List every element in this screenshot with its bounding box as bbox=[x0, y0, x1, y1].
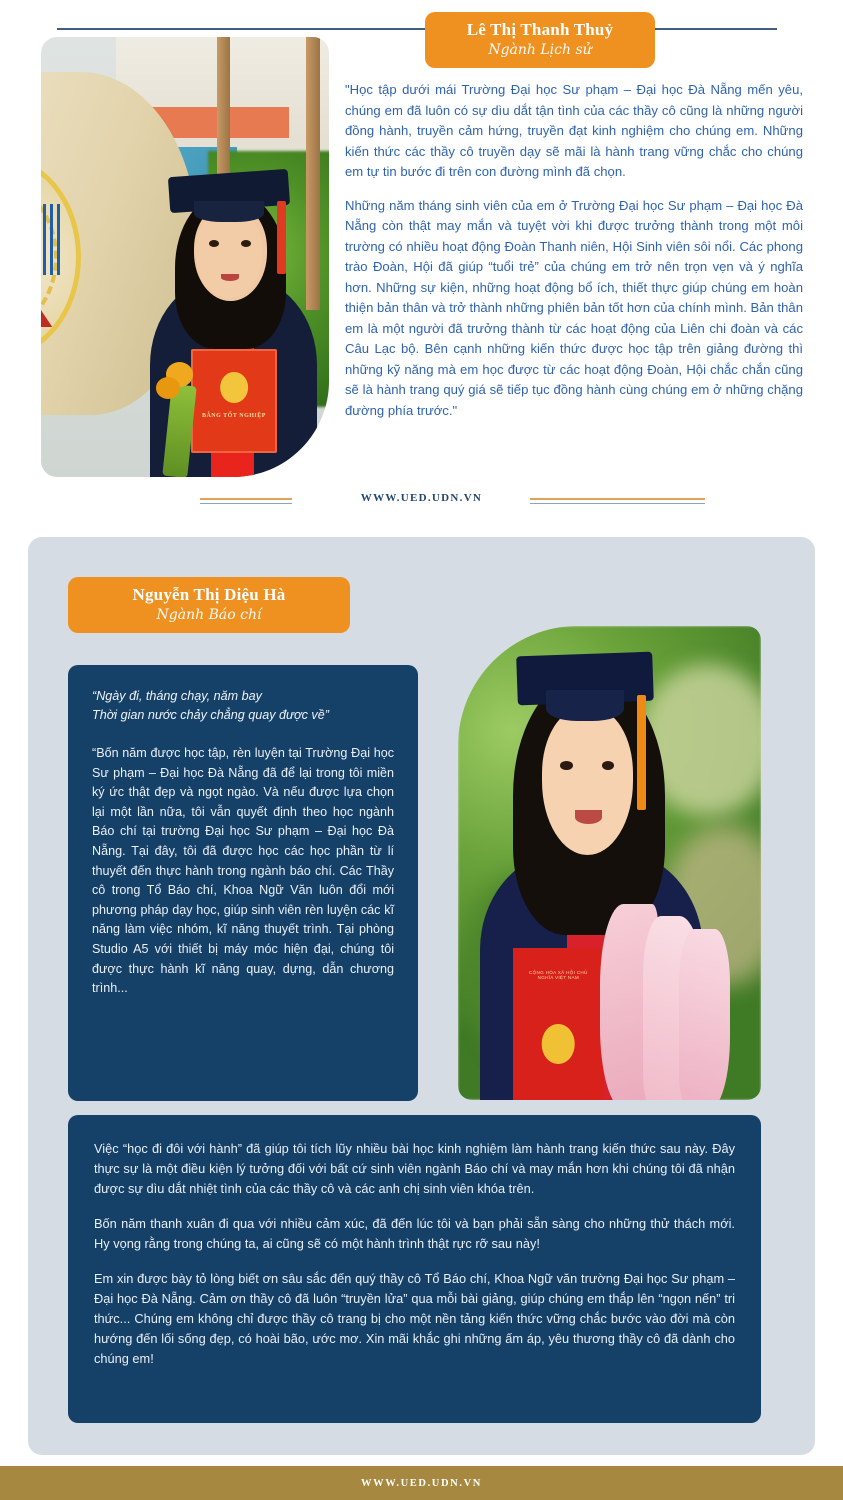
paragraph: "Học tập dưới mái Trường Đại học Sư phạm – Đại học Đà Nẵng mến yêu, chúng em đã luôn có sự dìu dắt tận tình của các thầy cô cũng là những người đồng hành, truyền cảm hứng, truyền đạt kinh nghiệm cho chúng em. Những kiến thức các thầy cô truyền dạy sẽ mãi là hành trang vững chắc cho chúng em tự tin bước đi trên con đường mình đã chọn. bbox=[345, 82, 803, 179]
poem-line-2: Thời gian nước chảy chẳng quay được về” bbox=[92, 708, 329, 722]
cap-base bbox=[546, 690, 624, 721]
sunflower-bouquet bbox=[154, 362, 214, 477]
diploma-label: BẰNG TỐT NGHIỆP bbox=[201, 413, 266, 420]
name-badge-one bbox=[425, 12, 655, 68]
paragraph: “Bốn năm được học tập, rèn luyện tại Trường Đại học Sư phạm – Đại học Đà Nẵng đã để lại trong tôi miền ký ức thật đẹp và ngọt ngào. Và nếu được lựa chọn lại một lần nữa, tôi vẫn quyết định theo học ngành Báo chí tại trường Đại học Sư phạm – Đại học Đà Nẵng. Tại đây, tôi đã được học các học phần từ lí thuyết đến thực hành trong ngành báo chí. Các Thầy cô trong Tổ Báo chí, Khoa Ngữ Văn luôn đổi mới phương pháp dạy học, giúp sinh viên rèn luyện các kĩ năng làm việc nhóm, kĩ năng thuyết trình. Tại phòng Studio A5 với thiết bị máy móc hiện đại, chúng tôi được thực hành kĩ năng quay, dựng, dẫn chương trình... bbox=[92, 746, 394, 996]
paragraph: Em xin được bày tỏ lòng biết ơn sâu sắc đến quý thầy cô Tổ Báo chí, Khoa Ngữ văn trường Đại học Sư phạm – Đại học Đà Nẵng. Cảm ơn thầy cô đã luôn “truyền lửa” qua mỗi bài giảng, giúp chúng em thắp lên “ngọn nến” tri thức... Chúng em không chỉ được thầy cô trang bị cho một nền tảng kiến thức vững chắc bước vào đời mà còn hướng đến lối sống đẹp, có hoài bão, ước mơ. Xin mãi khắc ghi những ấm áp, yêu thương thầy cô đã dành cho chúng em! bbox=[94, 1271, 735, 1366]
national-emblem-icon bbox=[220, 372, 248, 403]
poem-block bbox=[92, 687, 394, 725]
national-emblem-icon bbox=[542, 1024, 575, 1063]
diploma-header-text: CỘNG HÒA XÃ HỘI CHỦ NGHĨA VIỆT NAM bbox=[529, 969, 588, 980]
top-divider bbox=[57, 28, 777, 30]
eye-left bbox=[209, 240, 219, 247]
cap-base bbox=[194, 201, 264, 222]
diploma-folder bbox=[513, 948, 604, 1099]
divider-blue bbox=[530, 503, 705, 505]
bottom-footer-bar bbox=[0, 1466, 843, 1500]
cap-tassel bbox=[277, 201, 285, 274]
student-name: Nguyễn Thị Diệu Hà bbox=[132, 585, 286, 604]
quote-panel bbox=[68, 665, 418, 1101]
wide-text-panel bbox=[68, 1115, 761, 1423]
eye-right bbox=[241, 240, 251, 247]
university-logo-arc bbox=[41, 204, 64, 274]
testimonial-section-one bbox=[0, 0, 843, 535]
footer-website-url: WWW.UED.UDN.VN bbox=[360, 492, 483, 504]
pink-bouquet bbox=[600, 904, 728, 1100]
graduate-photo-two bbox=[458, 626, 761, 1100]
face-front bbox=[196, 210, 263, 298]
footer-divider-right bbox=[530, 498, 705, 504]
testimonial-text-one bbox=[345, 80, 803, 421]
badge-inner bbox=[425, 12, 655, 68]
mouth bbox=[575, 810, 602, 823]
section-one-footer bbox=[0, 492, 843, 526]
mouth bbox=[221, 274, 239, 281]
student-major: Ngành Lịch sử bbox=[488, 42, 592, 59]
bouquet-wrap bbox=[679, 929, 730, 1100]
face bbox=[542, 708, 633, 855]
footer-website-url: WWW.UED.UDN.VN bbox=[361, 1477, 482, 1489]
name-badge-two bbox=[68, 577, 350, 633]
graduate-figure bbox=[150, 173, 317, 477]
paragraph: Bốn năm thanh xuân đi qua với nhiều cảm xúc, đã đến lúc tôi và bạn phải sẵn sàng cho những thử thách mới. Hy vọng rằng trong chúng ta, ai cũng sẽ có một hành trình thật rực rỡ sau này! bbox=[94, 1216, 735, 1251]
sunflower bbox=[156, 377, 180, 399]
graduate-photo-one bbox=[41, 37, 329, 477]
testimonial-section-two bbox=[28, 537, 815, 1455]
paragraph: Những năm tháng sinh viên của em ở Trường Đại học Sư phạm – Đại học Đà Nẵng còn thật may mắn và tuyệt vời khi được trưởng thành trong một môi trường có nhiều hoạt động Đoàn Thanh niên, Hội Sinh viên sôi nổi. Các phong trào Đoàn, Hội đã giúp “tuổi trẻ” của chúng em trở nên trọn vẹn và ý nghĩa hơn. Những sự kiện, những hoạt động bổ ích, thiết thực giúp chúng em hoàn thiện bản thân và trở thành những phiên bản tốt hơn của chính mình. Bản thân em là một người đã trưởng thành từ các hoạt động của Liên chi đoàn và các Câu Lạc bộ. Bên cạnh những kiến thức được học tập trên giảng đường thì những kỹ năng mà em học được từ các hoạt động Đoàn, Hội chắc chắn cũng sẽ là hành trang quý giá sẽ tiếp tục đồng hành cùng chúng em ở những chặng đường phía trước." bbox=[345, 197, 803, 418]
paragraph: Việc “học đi đôi với hành” đã giúp tôi tích lũy nhiều bài học kinh nghiệm làm hành trang kiến thức sau này. Đây thực sự là một điều kiện lý tưởng đối với bất cứ sinh viên ngành Báo chí và may mắn hơn khi chúng tôi đã nhận được sự dìu dắt nhiệt tình của các thầy cô và các anh chị sinh viên khóa trên. bbox=[94, 1141, 735, 1196]
badge-inner bbox=[68, 577, 350, 633]
graduate-figure bbox=[488, 654, 694, 1100]
cap-tassel bbox=[637, 695, 646, 811]
divider-orange bbox=[530, 498, 705, 500]
student-major: Ngành Báo chí bbox=[156, 607, 262, 624]
poem-line-1: “Ngày đi, tháng chạy, năm bay bbox=[92, 689, 262, 703]
student-name: Lê Thị Thanh Thuỷ bbox=[466, 20, 614, 39]
